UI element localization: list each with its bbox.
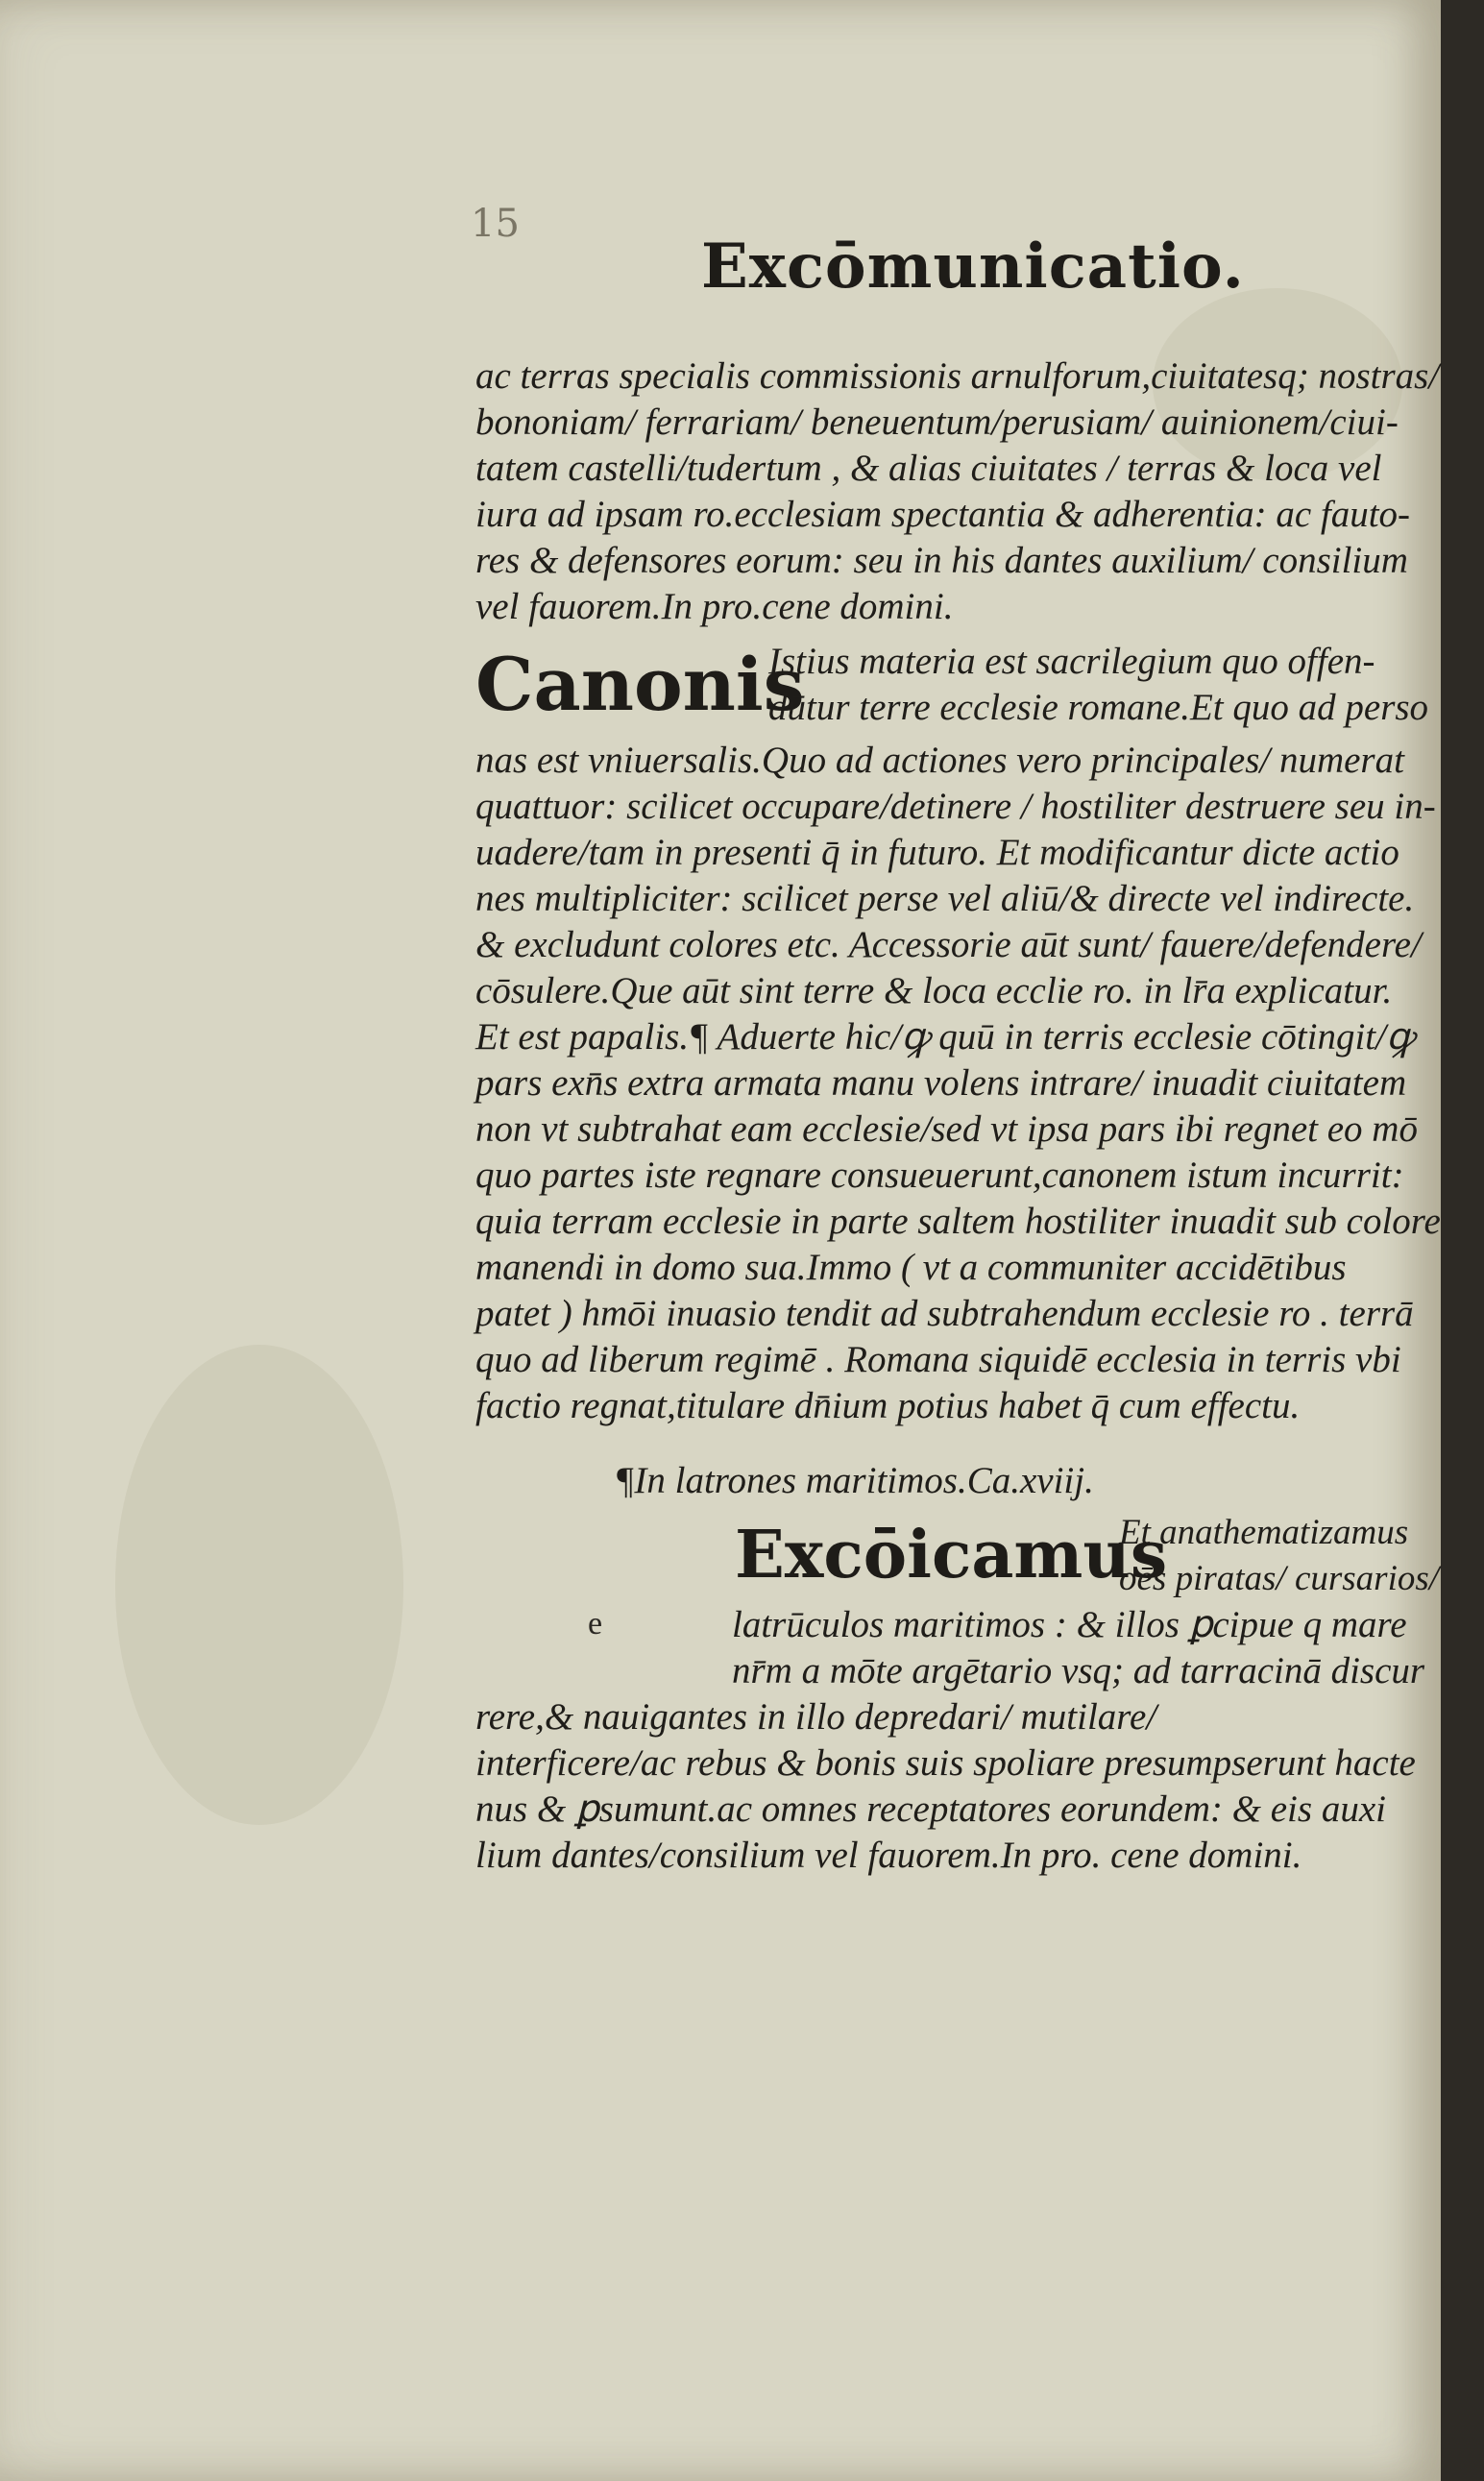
rubric-text: ¶In latrones maritimos.Ca.xviij. [615, 1460, 1094, 1501]
excoicamus-heading: Excōicamus [735, 1517, 1168, 1593]
canonis-side-text [768, 639, 1470, 731]
text-block-1 [475, 353, 1474, 630]
text-line: lium dantes/consilium vel fauorem.In pro. cene domini. [475, 1835, 1302, 1876]
text-line: quo partes iste regnare consueuerunt,canonem istum incurrit: [475, 1155, 1404, 1196]
text-line: quo ad liberum regimē . Romana siquidē ecclesia in terris vbi [475, 1339, 1401, 1380]
text-line: & excludunt colores etc. Accessorie aūt sunt/ fauere/defendere/ [475, 924, 1422, 965]
text-line: bononiam/ ferrariam/ beneuentum/perusiam/ auinionem/ciui- [475, 401, 1399, 443]
excoicamus-side-text [1119, 1510, 1474, 1602]
text-line: manendi in domo sua.Immo ( vt a communiter accidētibus [475, 1247, 1347, 1288]
excoicamus-body [475, 1694, 1474, 1879]
text-line: oēs piratas/ cursarios/ [1119, 1559, 1440, 1598]
text-line: interficere/ac rebus & bonis suis spoliare presumpserunt hacte [475, 1742, 1416, 1784]
text-line: pars exn̄s extra armata manu volens intrare/ inuadit ciuitatem [475, 1062, 1407, 1104]
text-line: dūtur terre ecclesie romane.Et quo ad perso [768, 687, 1429, 728]
text-line: nes multipliciter: scilicet perse vel aliū/& directe vel indirecte. [475, 878, 1415, 919]
text-line: uadere/tam in presenti q̄ in futuro. Et modificantur dicte actio [475, 832, 1399, 873]
text-line: latrūculos maritimos : & illos ꝑcipue q mare [732, 1604, 1407, 1645]
text-line: rere,& nauigantes in illo depredari/ mutilare/ [475, 1696, 1157, 1738]
canonis-heading: Canonis [475, 642, 805, 727]
paper-stain [115, 1345, 403, 1825]
text-line: cōsulere.Que aūt sint terre & loca ecclie ro. in lr̄a explicatur. [475, 970, 1393, 1011]
text-line: nus & ꝑsumunt.ac omnes receptatores eorundem: & eis auxi [475, 1788, 1386, 1830]
canonis-body [475, 738, 1474, 1429]
running-header: Excōmunicatio. [701, 231, 1245, 303]
text-line: vel fauorem.In pro.cene domini. [475, 586, 954, 627]
text-line: nas est vniuersalis.Quo ad actiones vero principales/ numerat [475, 740, 1404, 781]
folio-number: 15 [471, 202, 520, 246]
margin-letter: e [588, 1606, 603, 1642]
text-line: iura ad ipsam ro.ecclesiam spectantia & adherentia: ac fauto- [475, 494, 1411, 535]
chapter-rubric [615, 1458, 1383, 1504]
excoicamus-indented [732, 1602, 1472, 1694]
text-line: factio regnat,titulare dn̄ium potius habet q̄ cum effectu. [475, 1385, 1301, 1426]
text-line: ac terras specialis commissionis arnulforum,ciuitatesq; nostras/ [475, 355, 1440, 397]
text-line: quattuor: scilicet occupare/detinere / hostiliter destruere seu in- [475, 786, 1436, 827]
text-line: non vt subtrahat eam ecclesie/sed vt ipsa pars ibi regnet eo mō [475, 1108, 1418, 1150]
text-line: res & defensores eorum: seu in his dantes auxilium/ consilium [475, 540, 1408, 581]
text-line: tatem castelli/tudertum , & alias ciuitates / terras & loca vel [475, 448, 1382, 489]
text-line: quia terram ecclesie in parte saltem hostiliter inuadit sub colore [475, 1201, 1441, 1242]
text-line: Istius materia est sacrilegium quo offen- [768, 641, 1375, 682]
text-line: nr̄m a mōte argētario vsq; ad tarracinā discur [732, 1650, 1425, 1691]
text-line: patet ) hmōi inuasio tendit ad subtrahendum ecclesie ro . terrā [475, 1293, 1414, 1334]
text-line: Et est papalis.¶ Aduerte hic/ꝙ quū in terris ecclesie cōtingit/ꝙ [475, 1016, 1415, 1058]
text-line: Et anathematizamus [1119, 1513, 1409, 1552]
